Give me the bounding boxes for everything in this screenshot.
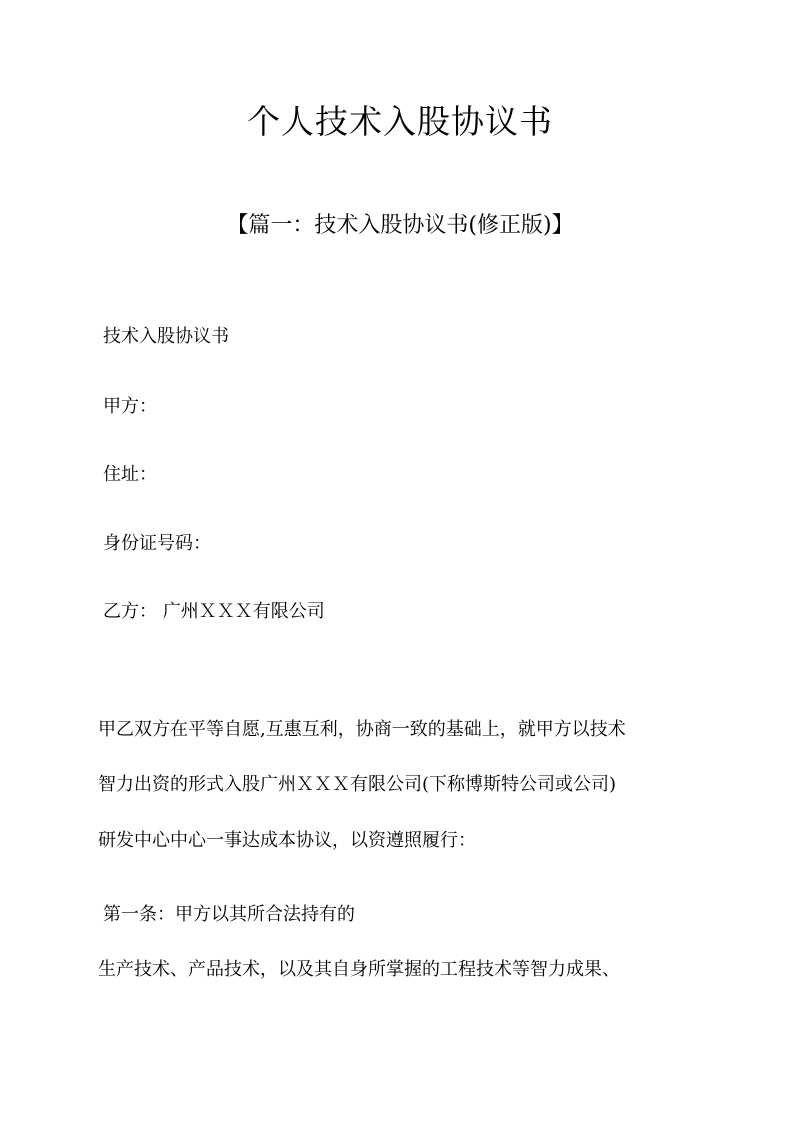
agreement-heading: 技术入股协议书	[103, 326, 229, 347]
document-subtitle: 【篇一：技术入股协议书(修正版)】	[226, 213, 574, 238]
intro-line-2: 智力出资的形式入股广州ＸＸＸ有限公司(下称博斯特公司或公司)	[98, 774, 617, 795]
party-a-field: 甲方：	[103, 396, 157, 417]
article-one-line: 生产技术、产品技术，以及其自身所掌握的工程技术等智力成果、	[98, 959, 620, 980]
article-one-heading: 第一条：甲方以其所合法持有的	[103, 904, 355, 925]
document-title: 个人技术入股协议书	[247, 102, 553, 141]
intro-line-1: 甲乙双方在平等自愿,互惠互利，协商一致的基础上，就甲方以技术	[98, 719, 626, 740]
address-field: 住址：	[103, 464, 157, 485]
intro-line-3: 研发中心中心一事达成本协议，以资遵照履行：	[98, 830, 476, 851]
id-number-field: 身份证号码：	[103, 533, 211, 554]
party-b-field: 乙方： 广州ＸＸＸ有限公司	[103, 601, 325, 622]
